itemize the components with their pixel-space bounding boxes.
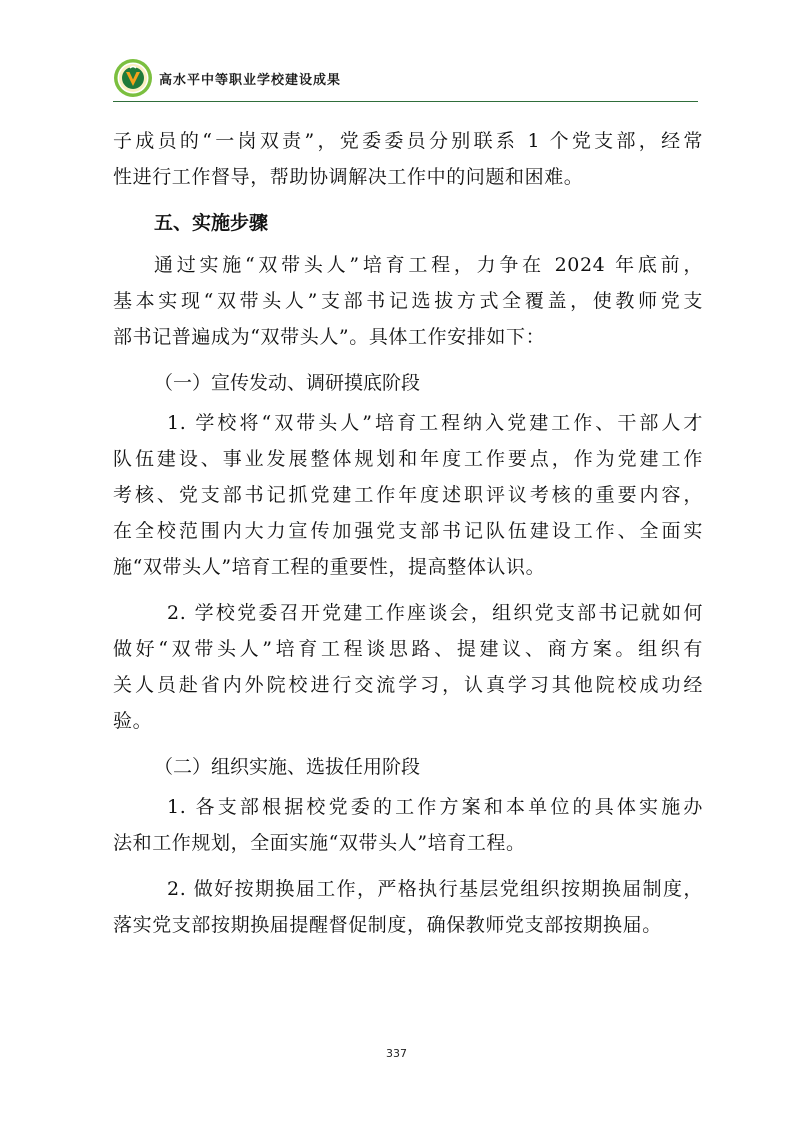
text-line: 关人员赴省内外院校进行交流学习，认真学习其他院校成功经 — [113, 674, 703, 696]
text-line: 施“双带头人”培育工程的重要性，提高整体认识。 — [113, 556, 546, 578]
header-title: 高水平中等职业学校建设成果 — [159, 72, 342, 88]
text-line: 队伍建设、事业发展整体规划和年度工作要点，作为党建工作 — [113, 448, 703, 470]
paragraph-item-2 — [113, 595, 703, 739]
page-number: 337 — [386, 1047, 407, 1060]
text-line: 落实党支部按期换届提醒督促制度，确保教师党支部按期换届。 — [113, 914, 662, 936]
page-header — [113, 58, 341, 98]
subsection-heading-implementation: （二）组织实施、选拔任用阶段 — [154, 756, 421, 778]
text-line: 通过实施“双带头人”培育工程，力争在 2024 年底前， — [154, 254, 703, 276]
text-line: 2. 学校党委召开党建工作座谈会，组织党支部书记就如何 — [167, 602, 703, 624]
text-line: 考核、党支部书记抓党建工作年度述职评议考核的重要内容， — [113, 484, 703, 506]
paragraph-item-1 — [113, 405, 703, 585]
text-line: 部书记普遍成为“双带头人”。具体工作安排如下： — [113, 326, 546, 348]
paragraph-item-3 — [113, 789, 703, 861]
subsection-heading-publicity: （一）宣传发动、调研摸底阶段 — [154, 372, 421, 394]
text-line: 子成员的“一岗双责”，党委委员分别联系 1 个党支部，经常 — [113, 130, 703, 152]
document-body — [113, 123, 703, 953]
text-line: 验。 — [113, 710, 153, 732]
text-line: 2. 做好按期换届工作，严格执行基层党组织按期换届制度， — [167, 878, 703, 900]
text-line: 法和工作规划，全面实施“双带头人”培育工程。 — [113, 832, 526, 854]
text-line: 在全校范围内大力宣传加强党支部书记队伍建设工作、全面实 — [113, 520, 703, 542]
text-line: 1. 各支部根据校党委的工作方案和本单位的具体实施办 — [167, 796, 703, 818]
text-line: 做好“双带头人”培育工程谈思路、提建议、商方案。组织有 — [113, 638, 703, 660]
text-line: 1. 学校将“双带头人”培育工程纳入党建工作、干部人才 — [167, 412, 703, 434]
header-divider — [113, 101, 698, 102]
paragraph-item-4 — [113, 871, 703, 943]
paragraph-intro — [113, 247, 703, 355]
school-emblem-icon — [113, 58, 153, 98]
text-line: 性进行工作督导，帮助协调解决工作中的问题和困难。 — [113, 166, 584, 188]
text-line: 基本实现“双带头人”支部书记选拔方式全覆盖，使教师党支 — [113, 290, 703, 312]
paragraph-duty — [113, 123, 703, 195]
section-heading-implementation-steps: 五、实施步骤 — [154, 212, 269, 234]
